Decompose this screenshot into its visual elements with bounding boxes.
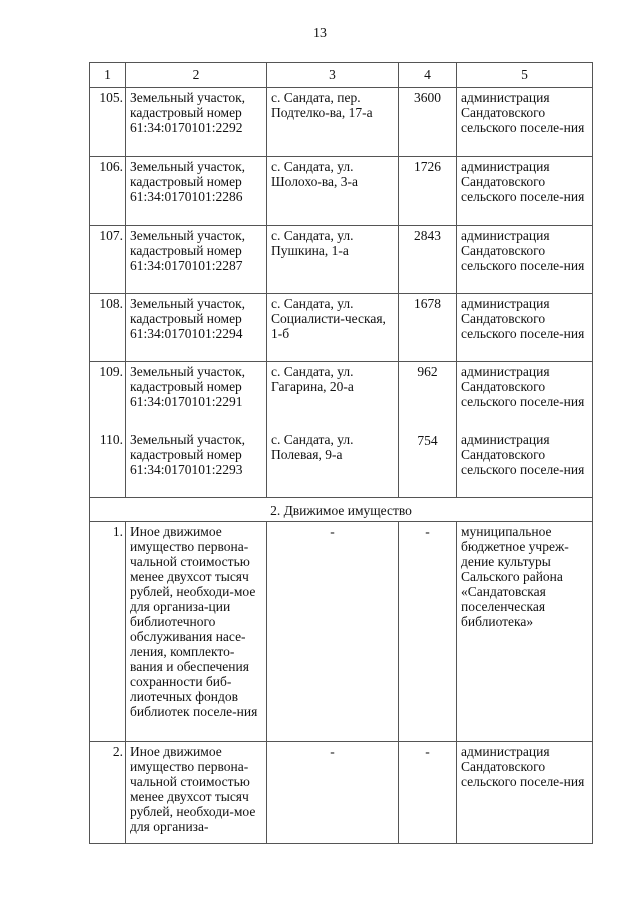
property-description: Земельный участок, кадастровый номер 61:34:0170101:2286	[126, 157, 267, 226]
column-header: 4	[399, 63, 457, 88]
row-number: 109.	[90, 362, 126, 430]
row-number: 1.	[90, 522, 126, 742]
property-table	[89, 62, 593, 844]
property-description: Иное движимое имущество первона-чальной стоимостью менее двухсот тысяч рублей, необходи-мое для организа-ции библиотечного обслуживания насе-ления, комплекто-вания и обеспечения сохранности биб-лиотечных фондов библиотек поселе-ния	[126, 522, 267, 742]
column-header: 2	[126, 63, 267, 88]
property-area: 754	[399, 430, 457, 498]
table-row	[90, 430, 593, 498]
property-address: с. Сандата, ул. Шолохо-ва, 3-а	[267, 157, 399, 226]
section-header-row	[90, 498, 593, 522]
property-description: Земельный участок, кадастровый номер 61:34:0170101:2287	[126, 226, 267, 294]
property-address: с. Сандата, ул. Полевая, 9-а	[267, 430, 399, 498]
page-number: 13	[313, 26, 327, 41]
table-row	[90, 226, 593, 294]
property-holder: администрация Сандатовского сельского поселе-ния	[457, 157, 593, 226]
section-title: 2. Движимое имущество	[90, 498, 593, 522]
property-holder: администрация Сандатовского сельского поселе-ния	[457, 88, 593, 157]
property-description: Земельный участок, кадастровый номер 61:34:0170101:2294	[126, 294, 267, 362]
property-address: с. Сандата, ул. Гагарина, 20-а	[267, 362, 399, 430]
property-area: -	[399, 742, 457, 844]
property-area: 1678	[399, 294, 457, 362]
property-address: -	[267, 742, 399, 844]
property-holder: администрация Сандатовского сельского поселе-ния	[457, 430, 593, 498]
property-description: Земельный участок, кадастровый номер 61:34:0170101:2292	[126, 88, 267, 157]
table-row	[90, 294, 593, 362]
table-row	[90, 157, 593, 226]
property-holder: администрация Сандатовского сельского поселе-ния	[457, 226, 593, 294]
row-number: 107.	[90, 226, 126, 294]
header-row	[90, 63, 593, 88]
property-holder: администрация Сандатовского сельского поселе-ния	[457, 362, 593, 430]
property-address: с. Сандата, ул. Пушкина, 1-а	[267, 226, 399, 294]
property-area: 1726	[399, 157, 457, 226]
property-area: 2843	[399, 226, 457, 294]
property-holder: администрация Сандатовского сельского поселе-ния	[457, 742, 593, 844]
table-row	[90, 522, 593, 742]
column-header: 3	[267, 63, 399, 88]
row-number: 2.	[90, 742, 126, 844]
row-number: 110.	[90, 430, 126, 498]
property-description: Земельный участок, кадастровый номер 61:34:0170101:2293	[126, 430, 267, 498]
row-number: 108.	[90, 294, 126, 362]
property-address: -	[267, 522, 399, 742]
row-number: 105.	[90, 88, 126, 157]
table-row	[90, 88, 593, 157]
property-description: Земельный участок, кадастровый номер 61:34:0170101:2291	[126, 362, 267, 430]
property-area: -	[399, 522, 457, 742]
column-header: 5	[457, 63, 593, 88]
property-holder: муниципальное бюджетное учреж-дение культуры Сальского района «Сандатовская поселенческая библиотека»	[457, 522, 593, 742]
property-area: 3600	[399, 88, 457, 157]
table-row	[90, 742, 593, 844]
column-header: 1	[90, 63, 126, 88]
property-address: с. Сандата, пер. Подтелко-ва, 17-а	[267, 88, 399, 157]
property-address: с. Сандата, ул. Социалисти-ческая, 1-б	[267, 294, 399, 362]
property-description: Иное движимое имущество первона-чальной стоимостью менее двухсот тысяч рублей, необходи-мое для организа-	[126, 742, 267, 844]
property-holder: администрация Сандатовского сельского поселе-ния	[457, 294, 593, 362]
property-area: 962	[399, 362, 457, 430]
row-number: 106.	[90, 157, 126, 226]
table-row	[90, 362, 593, 430]
